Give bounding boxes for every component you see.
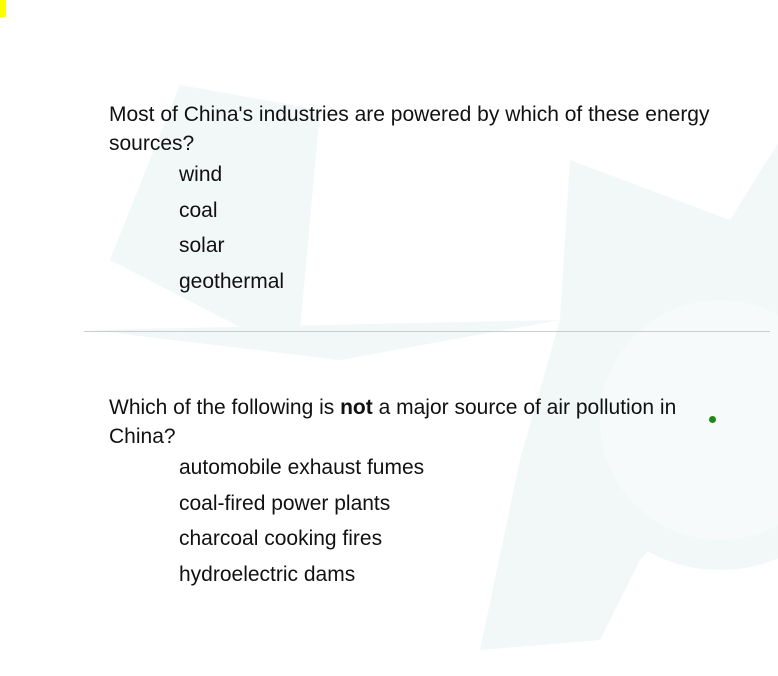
question-1 xyxy=(109,100,719,304)
corner-marker xyxy=(0,0,6,17)
question-1-prompt: Most of China's industries are powered by which of these energy sources? xyxy=(109,103,710,155)
question-divider xyxy=(84,331,770,332)
question-1-choices xyxy=(179,162,719,294)
choice-coal-fired-plants[interactable]: coal-fired power plants xyxy=(179,491,391,515)
choice-coal[interactable]: coal xyxy=(179,198,218,222)
choice-automobile-exhaust[interactable]: automobile exhaust fumes xyxy=(179,456,425,479)
question-2-prompt xyxy=(109,393,719,451)
cursor-dot xyxy=(709,416,716,423)
prompt-emphasis: not xyxy=(340,396,373,419)
question-2 xyxy=(109,393,719,597)
prompt-text-after: a major source of air pollution in China? xyxy=(109,396,677,448)
choice-solar[interactable]: solar xyxy=(179,234,225,257)
question-2-choices xyxy=(179,455,719,587)
choice-hydroelectric-dams[interactable]: hydroelectric dams xyxy=(179,562,356,586)
choice-wind[interactable]: wind xyxy=(179,163,223,186)
choice-geothermal[interactable]: geothermal xyxy=(179,269,285,293)
choice-charcoal-fires[interactable]: charcoal cooking fires xyxy=(179,527,383,550)
prompt-text-before: Which of the following is xyxy=(109,396,341,419)
